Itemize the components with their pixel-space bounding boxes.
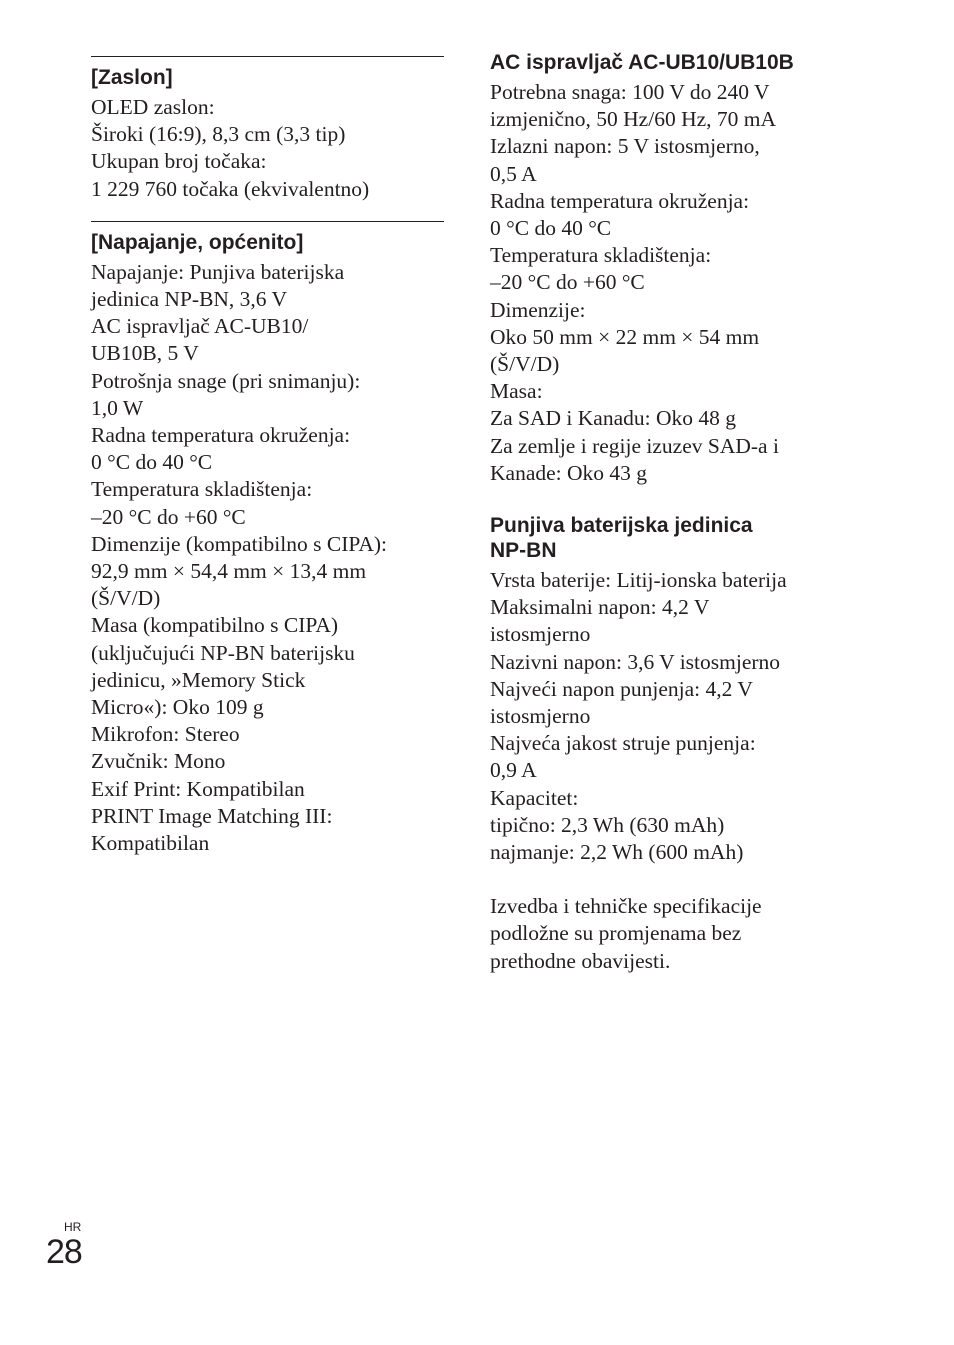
left-column <box>91 56 444 857</box>
spec-entry-label: Zvučnik: Mono <box>91 749 226 774</box>
battery-entries <box>490 567 850 866</box>
spec-entry-label: OLED zaslon: <box>91 95 215 119</box>
spec-entry-value: –20 °C do +60 °C <box>91 504 246 529</box>
spec-entry-label: Temperatura skladištenja: <box>91 477 313 502</box>
spec-entry <box>91 259 444 368</box>
spec-entry-value: 0 °C do 40 °C <box>91 450 213 475</box>
spec-entry <box>490 730 850 784</box>
spec-entry <box>91 748 444 775</box>
section-heading-display: [Zaslon] <box>91 66 173 89</box>
adapter-section <box>490 50 850 487</box>
spec-entry-value: jedinica NP-BN, 3,6 V <box>91 287 288 312</box>
page-number: 28 <box>46 1233 82 1271</box>
spec-entry-label: Masa (kompatibilno s CIPA) <box>91 613 339 638</box>
spec-entry-value: 1 229 760 točaka (ekvivalentno) <box>91 176 370 201</box>
right-column <box>490 50 850 975</box>
specification-note <box>490 893 850 975</box>
spec-entry-label: Potrošnja snage (pri snimanju): <box>91 368 361 393</box>
spec-entry-label: Masa: <box>490 379 543 404</box>
spec-entry <box>490 567 850 594</box>
spec-entry-value: Za SAD i Kanadu: Oko 48 g <box>490 406 737 431</box>
spec-entry <box>91 721 444 748</box>
spec-entry-value: 1,0 W <box>91 395 144 420</box>
spec-entry <box>91 612 444 721</box>
spec-entry-label: Radna temperatura okruženja: <box>91 423 351 448</box>
note-line: prethodne obavijesti. <box>490 948 671 973</box>
spec-entry <box>91 422 444 476</box>
language-code: HR <box>64 1220 82 1234</box>
spec-entry-value: tipično: 2,3 Wh (630 mAh) <box>490 812 725 837</box>
spec-entry-value: 0 °C do 40 °C <box>490 216 612 241</box>
spec-entry-value: istosmjerno <box>490 622 591 647</box>
spec-entry-value: Oko 50 mm × 22 mm × 54 mm <box>490 324 760 349</box>
display-entries <box>91 94 444 203</box>
spec-entry-label: Nazivni napon: 3,6 V istosmjerno <box>490 649 781 674</box>
spec-entry-label: Ukupan broj točaka: <box>91 149 267 174</box>
spec-entry-value: –20 °C do +60 °C <box>490 270 645 295</box>
spec-entry <box>490 297 850 379</box>
spec-entry <box>490 188 850 242</box>
spec-entry-value: najmanje: 2,2 Wh (600 mAh) <box>490 840 744 865</box>
spec-entry-label: Kapacitet: <box>490 785 579 810</box>
spec-entry-value: jedinicu, »Memory Stick <box>91 667 306 692</box>
spec-entry-label: PRINT Image Matching III: <box>91 803 333 828</box>
spec-entry-value: istosmjerno <box>490 704 591 729</box>
spec-entry <box>490 649 850 676</box>
spec-entry <box>91 368 444 422</box>
spec-entry-value: 92,9 mm × 54,4 mm × 13,4 mm <box>91 559 367 584</box>
spec-entry <box>490 676 850 730</box>
spec-entry-value: Kompatibilan <box>91 831 210 856</box>
page-footer <box>46 1220 82 1270</box>
spec-entry-label: Izlazni napon: 5 V istosmjerno, <box>490 134 760 159</box>
spec-entry-label: Potrebna snaga: 100 V do 240 V <box>490 80 770 104</box>
spec-entry <box>91 531 444 613</box>
spec-entry <box>490 133 850 187</box>
spec-entry-label: Najveći napon punjenja: 4,2 V <box>490 676 753 701</box>
spec-entry <box>91 148 444 202</box>
section-heading-battery: Punjiva baterijska jedinica NP-BN <box>490 514 753 563</box>
spec-entry <box>490 79 850 133</box>
spec-entry-value: 0,5 A <box>490 161 537 186</box>
spec-entry-value: Kanade: Oko 43 g <box>490 460 648 485</box>
power-section <box>91 221 444 857</box>
display-section <box>91 56 444 203</box>
spec-entry-label: Exif Print: Kompatibilan <box>91 776 305 801</box>
spec-entry <box>490 242 850 296</box>
spec-entry-value: Za zemlje i regije izuzev SAD-a i <box>490 433 779 458</box>
spec-entry-label: Mikrofon: Stereo <box>91 722 240 747</box>
spec-entry-label: Radna temperatura okruženja: <box>490 188 750 213</box>
spec-entry-label: Napajanje: Punjiva baterijska <box>91 259 345 284</box>
adapter-entries <box>490 79 850 487</box>
spec-entry <box>91 776 444 803</box>
section-heading-adapter: AC ispravljač AC-UB10/UB10B <box>490 51 794 74</box>
spec-entry <box>490 594 850 648</box>
spec-entry-value: (uključujući NP-BN baterijsku <box>91 640 355 665</box>
spec-entry-label: Dimenzije: <box>490 297 586 322</box>
spec-entry-value: UB10B, 5 V <box>91 341 199 366</box>
spec-entry <box>490 785 850 867</box>
battery-section <box>490 513 850 866</box>
spec-entry-label: Maksimalni napon: 4,2 V <box>490 595 710 620</box>
spec-entry-label: Dimenzije (kompatibilno s CIPA): <box>91 531 388 556</box>
note-line: podložne su promjenama bez <box>490 921 742 946</box>
spec-entry-value: Široki (16:9), 8,3 cm (3,3 tip) <box>91 122 346 147</box>
spec-entry-value: Micro«): Oko 109 g <box>91 695 264 720</box>
spec-entry-value: (Š/V/D) <box>91 586 161 611</box>
spec-entry <box>91 803 444 857</box>
spec-entry-value: AC ispravljač AC-UB10/ <box>91 314 309 339</box>
note-line: Izvedba i tehničke specifikacije <box>490 894 762 919</box>
spec-entry <box>91 476 444 530</box>
spec-entry <box>490 378 850 487</box>
spec-entry-label: Najveća jakost struje punjenja: <box>490 731 756 756</box>
power-entries <box>91 259 444 857</box>
spec-entry-label: Vrsta baterije: Litij-ionska baterija <box>490 568 787 593</box>
spec-entry-value: izmjenično, 50 Hz/60 Hz, 70 mA <box>490 107 777 132</box>
spec-entry-label: Temperatura skladištenja: <box>490 243 712 268</box>
section-heading-power: [Napajanje, općenito] <box>91 230 304 254</box>
spec-entry-value: 0,9 A <box>490 758 537 783</box>
spec-entry-value: (Š/V/D) <box>490 352 560 377</box>
spec-entry <box>91 94 444 148</box>
